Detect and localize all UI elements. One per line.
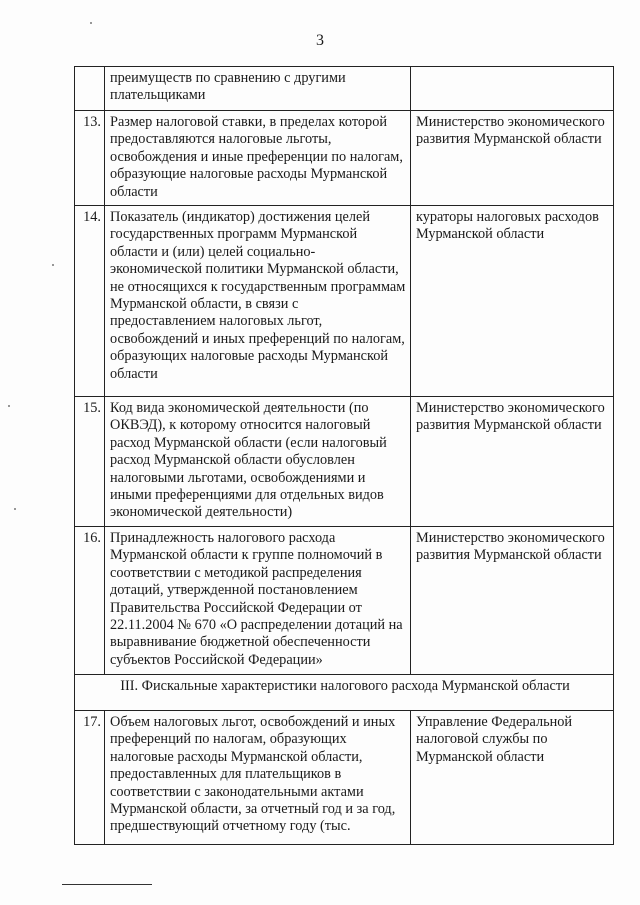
indicator-name: Размер налоговой ставки, в пределах которой предоставляются налоговые льготы, освобождения и иные преференции по налогам, образующие налоговые расходы Мурманской области xyxy=(105,111,411,206)
row-number: 16. xyxy=(75,527,105,675)
section-heading: III. Фискальные характеристики налогового расхода Мурманской области xyxy=(75,675,614,711)
table-row xyxy=(75,67,614,111)
indicator-name: Показатель (индикатор) достижения целей государственных программ Мурманской области и (или) целей социально-экономической политики Мурманской области, не относящихся к государственным программам Мурманской области, в связи с предоставлением налоговых льгот, освобождений и иных преференций по налогам, образующих налоговые расходы Мурманской области xyxy=(105,206,411,397)
table-row xyxy=(75,397,614,527)
table-row xyxy=(75,206,614,397)
scan-speck xyxy=(14,508,16,510)
responsible-body: Министерство экономического развития Мурманской области xyxy=(411,527,614,675)
responsible-body: кураторы налоговых расходов Мурманской области xyxy=(411,206,614,397)
indicator-name: Принадлежность налогового расхода Мурманской области к группе полномочий в соответствии с методикой распределения дотаций, утвержденной постановлением Правительства Российской Федерации от 22.11.2004 № 670 «О распределении дотаций на выравнивание бюджетной обеспеченности субъектов Российской Федерации» xyxy=(105,527,411,675)
indicator-name: преимуществ по сравнению с другими плательщиками xyxy=(105,67,411,111)
responsible-body: Министерство экономического развития Мурманской области xyxy=(411,111,614,206)
scan-speck xyxy=(8,405,10,407)
responsible-body: Министерство экономического развития Мурманской области xyxy=(411,397,614,527)
page-number: 3 xyxy=(316,32,324,49)
row-number: 15. xyxy=(75,397,105,527)
scan-speck xyxy=(52,264,54,266)
scan-speck xyxy=(90,22,92,24)
responsible-body: Управление Федеральной налоговой службы по Мурманской области xyxy=(411,711,614,845)
section-row xyxy=(75,675,614,711)
responsible-body xyxy=(411,67,614,111)
table-row xyxy=(75,111,614,206)
row-number: 17. xyxy=(75,711,105,845)
tax-expense-table xyxy=(74,66,614,845)
row-number xyxy=(75,67,105,111)
table-row xyxy=(75,527,614,675)
row-number: 14. xyxy=(75,206,105,397)
table-row xyxy=(75,711,614,845)
indicator-name: Код вида экономической деятельности (по ОКВЭД), к которому относится налоговый расход Мурманской области (если налоговый расход Мурманской области обусловлен налоговыми льготами, освобождениями и иными преференциями для отдельных видов экономической деятельности) xyxy=(105,397,411,527)
indicator-name: Объем налоговых льгот, освобождений и иных преференций по налогам, образующих налоговые расходы Мурманской области, предоставленных для плательщиков в соответствии с законодательными актами Мурманской области, за отчетный год и за год, предшествующий отчетному году (тыс. xyxy=(105,711,411,845)
footnote-divider xyxy=(62,884,152,885)
row-number: 13. xyxy=(75,111,105,206)
